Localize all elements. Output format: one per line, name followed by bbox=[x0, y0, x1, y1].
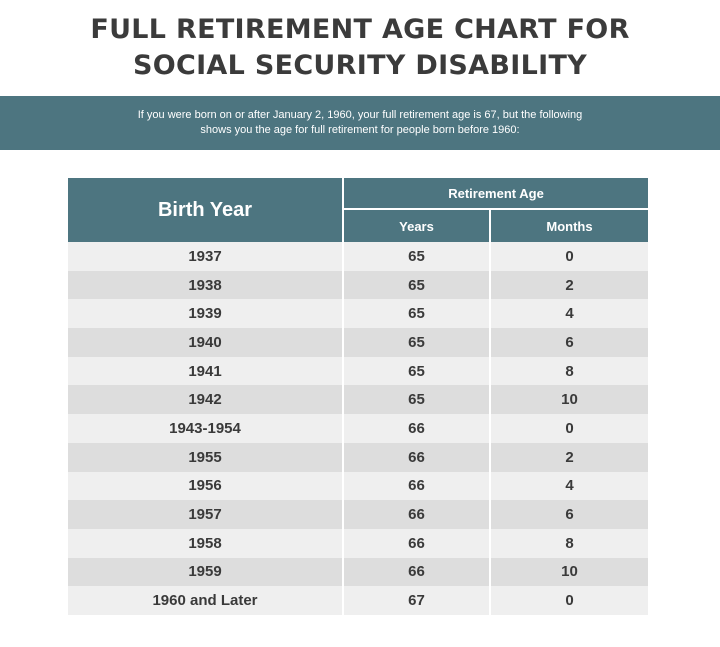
table-body bbox=[68, 242, 648, 615]
cell-years: 65 bbox=[343, 357, 490, 386]
cell-years: 66 bbox=[343, 529, 490, 558]
table-row bbox=[68, 472, 648, 501]
header-months: Months bbox=[490, 209, 648, 242]
cell-months: 10 bbox=[490, 558, 648, 587]
table-row bbox=[68, 271, 648, 300]
table-row bbox=[68, 385, 648, 414]
cell-birth-year: 1959 bbox=[68, 558, 343, 587]
retirement-age-table bbox=[68, 178, 648, 615]
cell-birth-year: 1939 bbox=[68, 299, 343, 328]
cell-birth-year: 1956 bbox=[68, 472, 343, 501]
intro-line-1: If you were born on or after January 2, 1960, your full retirement age is 67, but the following bbox=[137, 109, 583, 121]
table-row bbox=[68, 242, 648, 271]
cell-months: 2 bbox=[490, 443, 648, 472]
table-row bbox=[68, 414, 648, 443]
cell-months: 0 bbox=[490, 242, 648, 271]
cell-birth-year: 1941 bbox=[68, 357, 343, 386]
cell-birth-year: 1957 bbox=[68, 500, 343, 529]
page-title bbox=[0, 12, 720, 84]
cell-years: 65 bbox=[343, 328, 490, 357]
cell-months: 4 bbox=[490, 299, 648, 328]
table-row bbox=[68, 299, 648, 328]
cell-months: 6 bbox=[490, 328, 648, 357]
cell-years: 67 bbox=[343, 586, 490, 615]
cell-months: 0 bbox=[490, 414, 648, 443]
cell-birth-year: 1940 bbox=[68, 328, 343, 357]
cell-birth-year: 1960 and Later bbox=[68, 586, 343, 615]
header-years: Years bbox=[343, 209, 490, 242]
header-birth-year: Birth Year bbox=[68, 178, 343, 242]
cell-birth-year: 1955 bbox=[68, 443, 343, 472]
cell-months: 6 bbox=[490, 500, 648, 529]
cell-years: 66 bbox=[343, 414, 490, 443]
cell-months: 10 bbox=[490, 385, 648, 414]
cell-months: 4 bbox=[490, 472, 648, 501]
intro-line-2: shows you the age for full retirement for people born before 1960: bbox=[200, 124, 520, 136]
cell-months: 8 bbox=[490, 529, 648, 558]
cell-years: 65 bbox=[343, 271, 490, 300]
cell-months: 2 bbox=[490, 271, 648, 300]
page-title-line-2: SOCIAL SECURITY DISABILITY bbox=[132, 50, 588, 81]
intro-banner bbox=[0, 96, 720, 150]
cell-years: 65 bbox=[343, 299, 490, 328]
table-row bbox=[68, 443, 648, 472]
cell-years: 66 bbox=[343, 500, 490, 529]
cell-years: 66 bbox=[343, 443, 490, 472]
page-title-line-1: FULL RETIREMENT AGE CHART FOR bbox=[90, 14, 630, 45]
cell-years: 65 bbox=[343, 242, 490, 271]
cell-birth-year: 1938 bbox=[68, 271, 343, 300]
cell-months: 0 bbox=[490, 586, 648, 615]
cell-years: 66 bbox=[343, 558, 490, 587]
table-row bbox=[68, 558, 648, 587]
cell-birth-year: 1958 bbox=[68, 529, 343, 558]
cell-years: 66 bbox=[343, 472, 490, 501]
cell-months: 8 bbox=[490, 357, 648, 386]
cell-birth-year: 1943-1954 bbox=[68, 414, 343, 443]
table-row bbox=[68, 500, 648, 529]
table-row bbox=[68, 328, 648, 357]
cell-birth-year: 1937 bbox=[68, 242, 343, 271]
cell-years: 65 bbox=[343, 385, 490, 414]
table-row bbox=[68, 357, 648, 386]
cell-birth-year: 1942 bbox=[68, 385, 343, 414]
table-row bbox=[68, 529, 648, 558]
header-retirement-age: Retirement Age bbox=[343, 178, 648, 209]
table-row bbox=[68, 586, 648, 615]
